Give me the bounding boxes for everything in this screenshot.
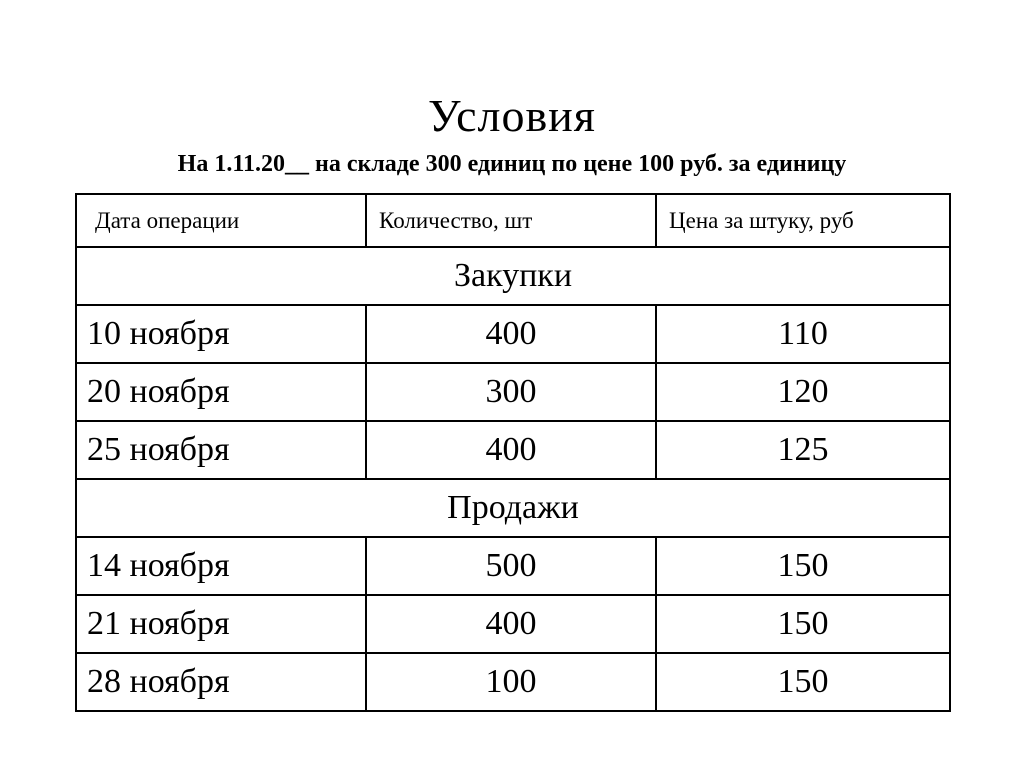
cell-price: 120 [656, 363, 950, 421]
cell-quantity: 400 [366, 595, 656, 653]
table-row [76, 421, 950, 479]
cell-date: 28 ноября [76, 653, 366, 711]
column-header-quantity: Количество, шт [366, 194, 656, 247]
table-row [76, 653, 950, 711]
table-row [76, 363, 950, 421]
cell-price: 125 [656, 421, 950, 479]
column-header-date: Дата операции [76, 194, 366, 247]
conditions-table [75, 193, 951, 712]
cell-quantity: 500 [366, 537, 656, 595]
page-subtitle: На 1.11.20__ на складе 300 единиц по цене 100 руб. за единицу [177, 151, 847, 177]
column-header-price: Цена за штуку, руб [656, 194, 950, 247]
page-title: Условия [428, 90, 596, 141]
cell-date: 20 ноября [76, 363, 366, 421]
cell-price: 150 [656, 537, 950, 595]
cell-quantity: 300 [366, 363, 656, 421]
section-label-sales: Продажи [76, 479, 950, 537]
cell-date: 14 ноября [76, 537, 366, 595]
table-row [76, 595, 950, 653]
cell-price: 110 [656, 305, 950, 363]
section-row-purchases [76, 247, 950, 305]
table-row [76, 537, 950, 595]
table-header-row [76, 194, 950, 247]
table-row [76, 305, 950, 363]
cell-price: 150 [656, 653, 950, 711]
cell-quantity: 400 [366, 305, 656, 363]
cell-date: 25 ноября [76, 421, 366, 479]
cell-price: 150 [656, 595, 950, 653]
cell-quantity: 400 [366, 421, 656, 479]
cell-date: 10 ноября [76, 305, 366, 363]
section-row-sales [76, 479, 950, 537]
cell-date: 21 ноября [76, 595, 366, 653]
section-label-purchases: Закупки [76, 247, 950, 305]
cell-quantity: 100 [366, 653, 656, 711]
